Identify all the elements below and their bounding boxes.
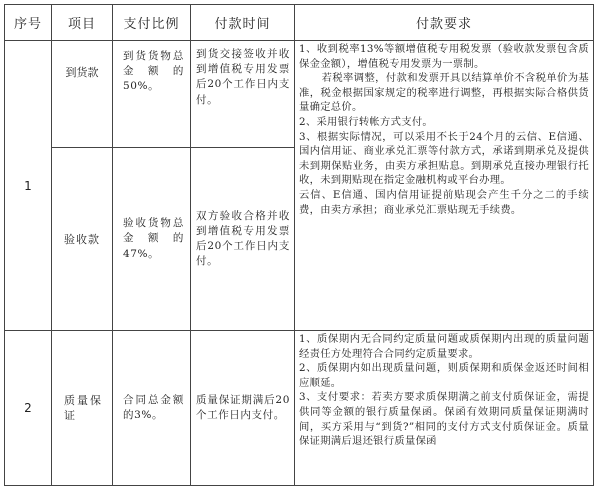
time-cell: 质量保证期满后20个工作日内支付。 [191, 331, 295, 486]
requirement-line: 1、质保期内无合同约定质量问题或质保期内出现的质量问题经责任方处理符合合同约定质量要求。 [299, 333, 589, 360]
requirement-line: 2、采用银行转帐方式支付。 [299, 115, 434, 128]
header-time: 付款时间 [191, 5, 295, 41]
requirement-line: 3、根据实际情况，可以采用不长于24个月的云信、E信通、国内信用证、商业承兑汇票等付款方式，承诺到期承兑及提供未到期保贴业务，由卖方承担贴息。到期承兑直接办理银行托收，未到期贴现在指定金融机构或平台办理。 [299, 130, 589, 187]
table-row [5, 41, 594, 148]
requirements-cell [295, 331, 594, 486]
time-cell: 双方验收合格并收到增值税专用发票后20个工作日内支付。 [191, 148, 295, 331]
ratio-cell: 验收货物总金额的47%。 [113, 148, 191, 331]
requirement-line: 1、收到税率13%等额增值税专用税发票（验收款发票包含质保金金额），增值税专用发票为一票制。 [299, 43, 589, 70]
requirement-line: 云信、E信通、国内信用证提前贴现会产生千分之二的手续费，由卖方承担；商业承兑汇票贴现无手续费。 [299, 188, 589, 216]
row-number: 1 [5, 41, 52, 331]
header-ratio: 支付比例 [113, 5, 191, 41]
table-row [5, 331, 594, 486]
item-cell: 质量保证 [52, 331, 113, 486]
header-no: 序号 [5, 5, 52, 41]
item-cell: 到货款 [52, 41, 113, 148]
requirement-line: 2、质保期内如出现质量问题，则质保期和质保金返还时间相应顺延。 [299, 362, 589, 389]
row-number: 2 [5, 331, 52, 486]
ratio-cell: 到货货物总金额的50%。 [113, 41, 191, 148]
requirements-cell [295, 41, 594, 331]
ratio-cell: 合同总金额的3%。 [113, 331, 191, 486]
requirement-line: 3、支付要求：若卖方要求质保期满之前支付质保证金，需提供同等金额的银行质量保函。保函有效期同质量保证期满时间，买方采用与“到货?”相同的支付方式支付质保证金。质量保证期满后退还银行质量保函 [299, 391, 589, 448]
header-item: 项目 [52, 5, 113, 41]
payment-terms-table [4, 4, 594, 486]
header-requirements: 付款要求 [295, 5, 594, 41]
time-cell: 到货交接签收并收到增值税专用发票后20个工作日内支付。 [191, 41, 295, 148]
requirement-line: 若税率调整，付款和发票开具以结算单价不含税单价为基准，税金根据国家规定的税率进行调整，再根据实际合格供货量确定总价。 [299, 72, 589, 114]
item-cell: 验收款 [52, 148, 113, 331]
